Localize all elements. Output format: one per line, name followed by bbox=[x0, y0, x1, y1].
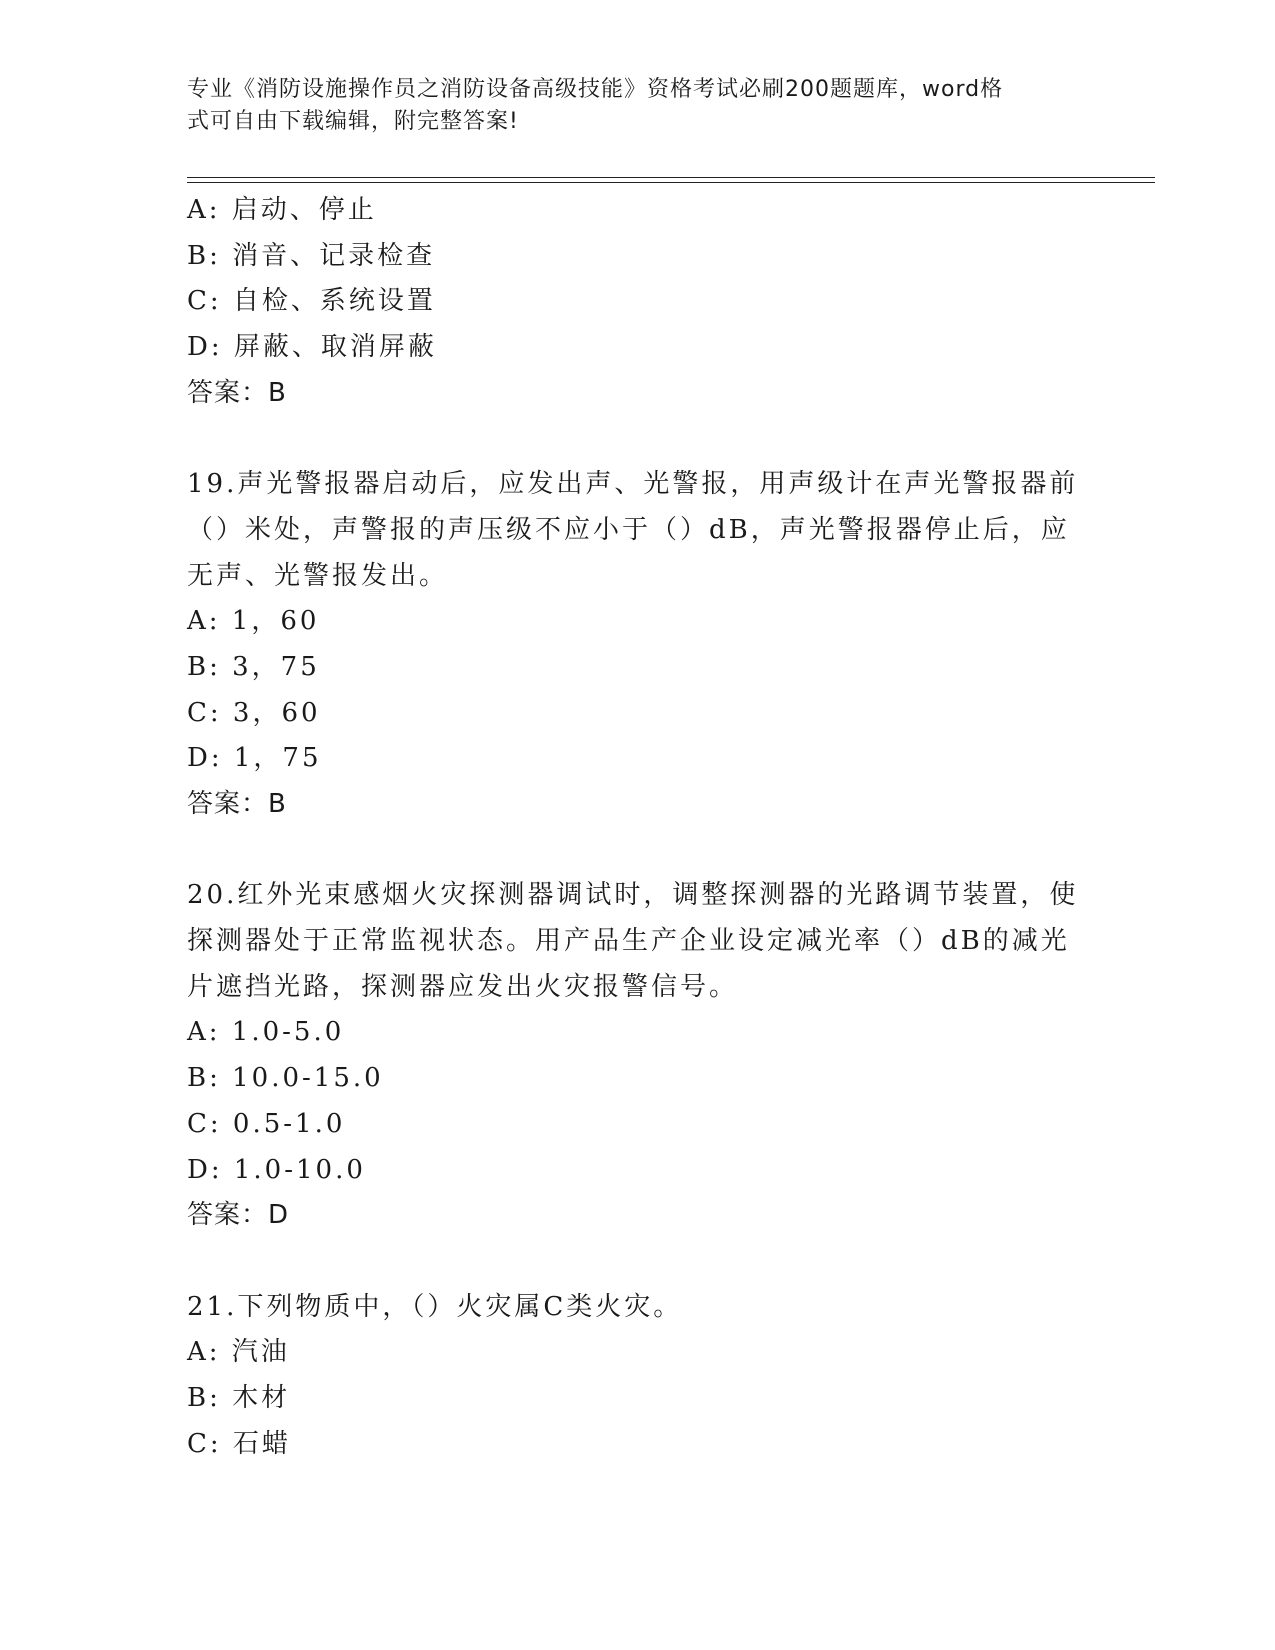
question-text-line: 无声、光警报发出。 bbox=[187, 560, 449, 591]
answer: 答案：B bbox=[187, 377, 287, 408]
option-b: B: 木材 bbox=[187, 1382, 291, 1413]
spacer bbox=[187, 416, 1087, 462]
option-c: C: 0.5-1.0 bbox=[187, 1108, 346, 1139]
header-line-1: 专业《消防设施操作员之消防设备高级技能》资格考试必刷200题题库，word格 bbox=[187, 77, 1004, 102]
answer: 答案：B bbox=[187, 788, 287, 819]
option-a: A: 1，60 bbox=[187, 606, 320, 637]
option-c: C: 石蜡 bbox=[187, 1428, 291, 1459]
question-18 bbox=[187, 188, 1087, 416]
option-a: A: 汽油 bbox=[187, 1337, 290, 1368]
question-text-line: 探测器处于正常监视状态。用产品生产企业设定减光率（）dB的减光 bbox=[187, 926, 1070, 957]
option-a: A: 启动、停止 bbox=[187, 195, 377, 225]
question-text-line: （）米处，声警报的声压级不应小于（）dB，声光警报器停止后，应 bbox=[187, 514, 1070, 545]
question-list bbox=[187, 188, 1087, 1467]
option-b: B: 10.0-15.0 bbox=[187, 1063, 384, 1094]
header-divider-top bbox=[187, 177, 1155, 178]
question-text-line: 19.声光警报器启动后，应发出声、光警报，用声级计在声光警报器前 bbox=[187, 469, 1079, 500]
document-header bbox=[187, 74, 1067, 138]
option-d: D: 屏蔽、取消屏蔽 bbox=[187, 332, 437, 363]
option-d: D: 1.0-10.0 bbox=[187, 1154, 366, 1185]
question-21 bbox=[187, 1285, 1087, 1468]
option-c: C: 3，60 bbox=[187, 697, 321, 728]
spacer bbox=[187, 828, 1087, 874]
option-b: B: 3，75 bbox=[187, 651, 320, 682]
header-divider-bottom bbox=[187, 182, 1155, 183]
option-a: A: 1.0-5.0 bbox=[187, 1017, 345, 1048]
option-d: D: 1，75 bbox=[187, 743, 322, 774]
answer: 答案：D bbox=[187, 1200, 290, 1231]
option-b: B: 消音、记录检查 bbox=[187, 240, 436, 271]
question-text-line: 21.下列物质中，（）火灾属C类火灾。 bbox=[187, 1291, 683, 1322]
spacer bbox=[187, 1239, 1087, 1285]
option-c: C: 自检、系统设置 bbox=[187, 286, 436, 317]
question-19 bbox=[187, 462, 1087, 828]
header-line-2: 式可自由下载编辑，附完整答案! bbox=[187, 109, 519, 134]
question-text-line: 20.红外光束感烟火灾探测器调试时，调整探测器的光路调节装置，使 bbox=[187, 880, 1079, 911]
question-20 bbox=[187, 873, 1087, 1239]
question-text-line: 片遮挡光路，探测器应发出火灾报警信号。 bbox=[187, 971, 739, 1002]
